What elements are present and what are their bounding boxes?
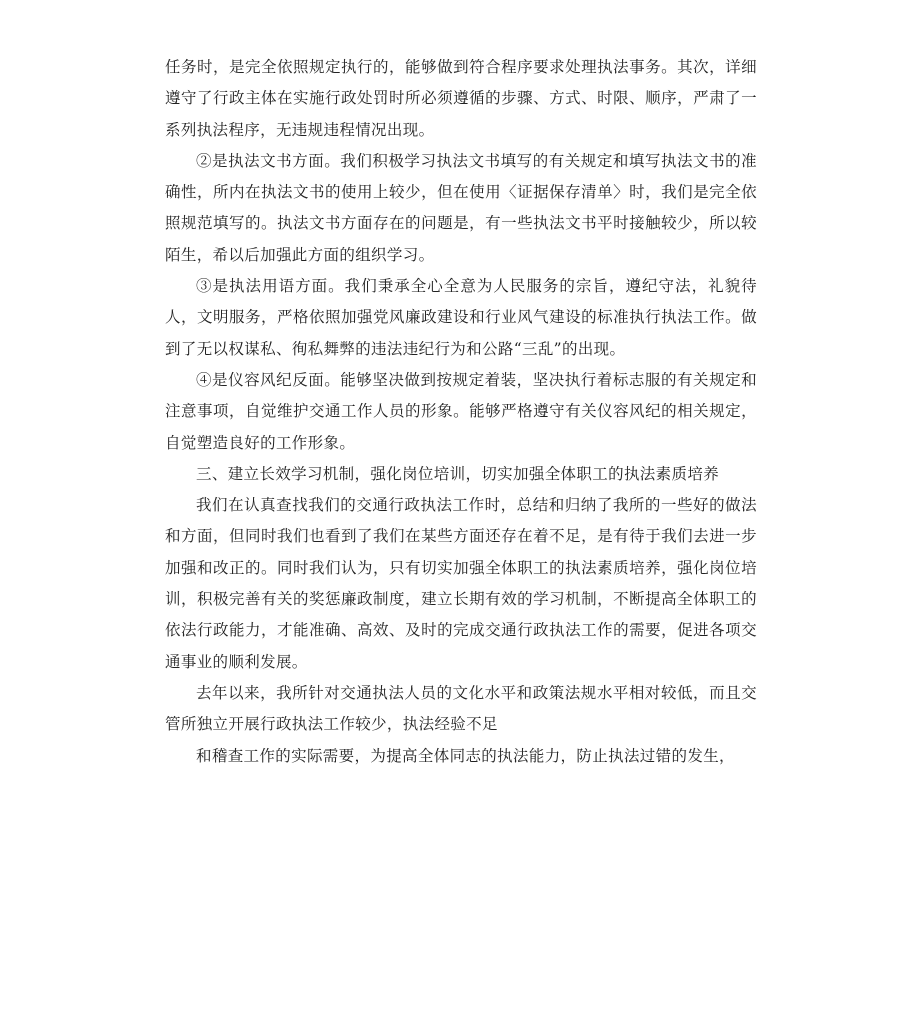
- paragraph-enforcement-documents: ②是执法文书方面。我们积极学习执法文书填写的有关规定和填写执法文书的准确性，所内在执法文书的使用上较少，但在使用〈证据保存清单〉时，我们是完全依照规范填写的。执法文书方面存在的问题是，有一些执法文书平时接触较少，所以较陌生，希以后加强此方面的组织学习。: [165, 151, 757, 264]
- paragraph-inspection-needs: 和稽查工作的实际需要，为提高全体同志的执法能力，防止执法过错的发生，: [196, 746, 735, 765]
- paragraph-learning-mechanism: 我们在认真查找我们的交通行政执法工作时，总结和归纳了我所的一些好的做法和方面，但同时我们也看到了我们在某些方面还存在着不足，是有待于我们去进一步加强和改正的。同时我们认为，只有切实加强全体职工的执法素质培养，强化岗位培训，积极完善有关的奖惩廉政制度，建立长期有效的学习机制，不断提高全体职工的依法行政能力，才能准确、高效、及时的完成交通行政执法工作的需要，促进各项交通事业的顺利发展。: [165, 496, 757, 671]
- paragraph-appearance-discipline: ④是仪容风纪反面。能够坚决做到按规定着装，坚决执行着标志服的有关规定和注意事项，自觉维护交通工作人员的形象。能够严格遵守有关仪容风纪的相关规定，自觉塑造良好的工作形象。: [165, 370, 757, 452]
- paragraph-procedure-continuation: 任务时，是完全依照规定执行的，能够做到符合程序要求处理执法事务。其次，详细遵守了行政主体在实施行政处罚时所必须遵循的步骤、方式、时限、顺序，严肃了一系列执法程序，无违规违程情况出现。: [165, 58, 757, 139]
- section-heading-learning-mechanism: 三、建立长效学习机制，强化岗位培训，切实加强全体职工的执法素质培养: [196, 464, 720, 483]
- document-body: [165, 52, 757, 772]
- paragraph-enforcement-language: ③是执法用语方面。我们秉承全心全意为人民服务的宗旨，遵纪守法，礼貌待人，文明服务，严格依照加强党风廉政建设和行业风气建设的标准执行执法工作。做到了无以权谋私、徇私舞弊的违法违纪行为和公路“三乱”的出现。: [165, 277, 757, 358]
- paragraph-last-year: 去年以来，我所针对交通执法人员的文化水平和政策法规水平相对较低，而且交管所独立开展行政执法工作较少，执法经验不足: [165, 683, 757, 734]
